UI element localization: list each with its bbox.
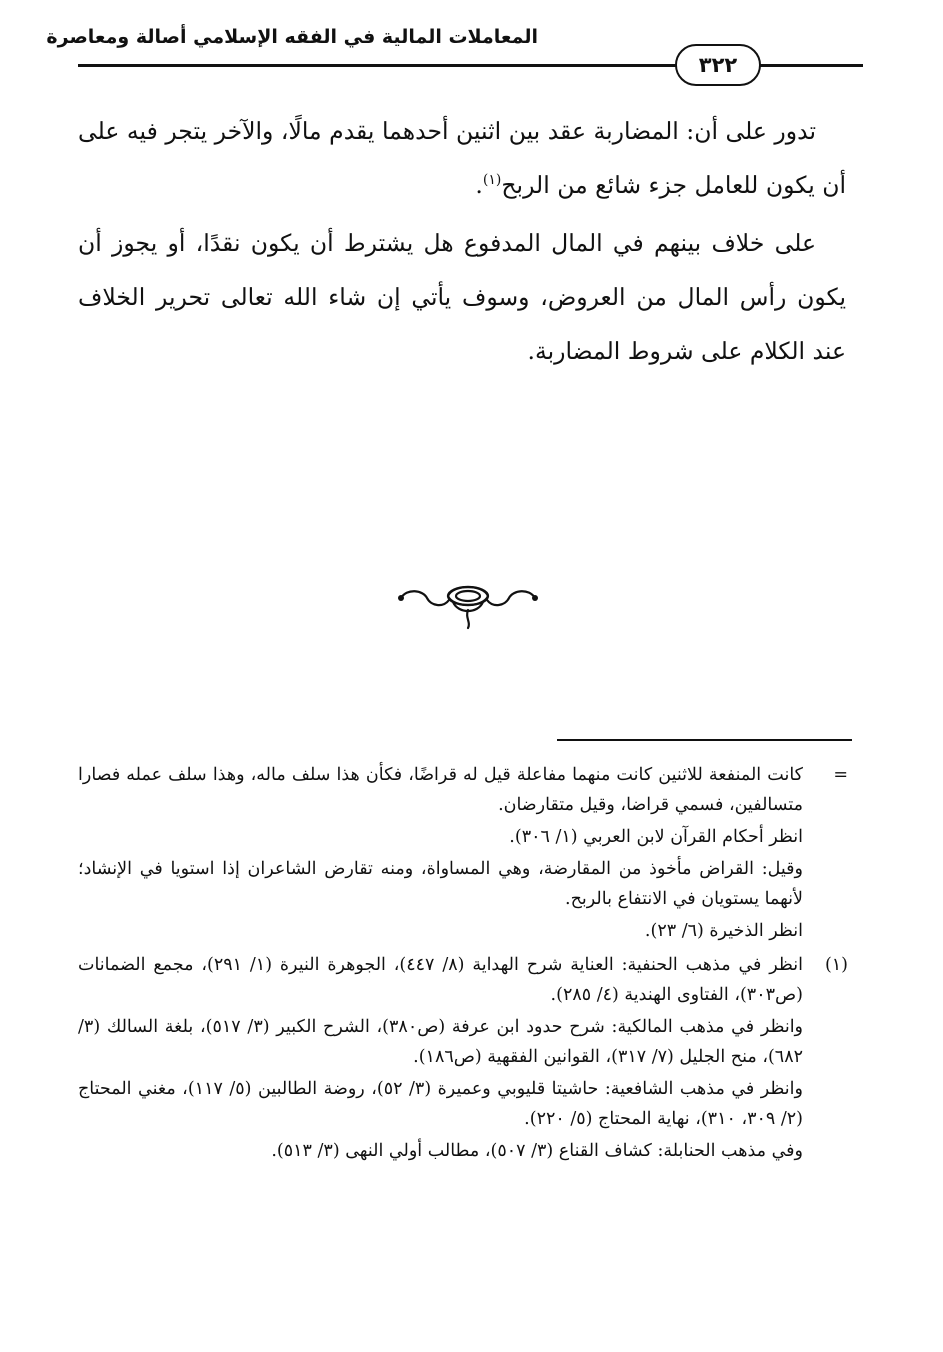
footnote-paragraph: انظر الذخيرة (٦/ ٢٣). xyxy=(644,921,803,941)
footnote-separator xyxy=(557,739,852,741)
footnote-paragraph: كانت المنفعة للاثنين كانت منهما مفاعلة قيل له قراضًا، فكأن هذا سلف ماله، وهذا سلف عمله فصارا متسالفين، فسمي قراضا، وقيل متقارضان. xyxy=(78,765,803,815)
paragraph-end: . xyxy=(475,171,483,199)
footnote-reference[interactable]: (١) xyxy=(482,172,502,189)
footnote-marker: (١) xyxy=(824,955,848,975)
footnote-paragraph: وانظر في مذهب المالكية: شرح حدود ابن عرفة (ص٣٨٠)، الشرح الكبير (٣/ ٥١٧)، بلغة السالك (٣/ ٦٨٢)، منح الجليل (٧/ ٣١٧)، القوانين الفقهية (ص١٨٦). xyxy=(78,1017,804,1067)
footnote-paragraph: انظر في مذهب الحنفية: العناية شرح الهداية (٨/ ٤٤٧)، الجوهرة النيرة (١/ ٢٩١)، مجمع الضمانات (ص٣٠٣)، الفتاوى الهندية (٤/ ٢٨٥). xyxy=(78,955,804,1005)
footnote-paragraph: وانظر في مذهب الشافعية: حاشيتا قليوبي وعميرة (٣/ ٥٢)، روضة الطالبين (٥/ ١١٧)، مغني المحتاج (٢/ ٣٠٩، ٣١٠)، نهاية المحتاج (٥/ ٢٢٠). xyxy=(78,1079,803,1129)
footnote-paragraph: انظر أحكام القرآن لابن العربي (١/ ٣٠٦). xyxy=(509,827,803,847)
footnote-continuation xyxy=(78,760,848,946)
fleuron-ornament-icon xyxy=(393,580,543,630)
body-paragraph-2: على خلاف بينهم في المال المدفوع هل يشترط أن يكون نقدًا، أو يجوز أن يكون رأس المال من العروض، وسوف يأتي إن شاء الله تعالى تحرير الخلاف عند الكلام على شروط المضاربة. xyxy=(78,229,846,365)
running-title: المعاملات المالية في الفقه الإسلامي أصالة ومعاصرة xyxy=(46,26,538,48)
footnote-marker: = xyxy=(833,765,848,785)
main-text xyxy=(78,104,846,382)
page-number: ٣٢٢ xyxy=(675,44,761,86)
body-paragraph-1 xyxy=(78,104,846,212)
footnote-paragraph: وقيل: القراض مأخوذ من المقارضة، وهي المساواة، ومنه تقارض الشاعران إذا استويا في الإنشاد؛ لأنهما يستويان في الانتفاع بالربح. xyxy=(78,859,803,909)
footnote-paragraph: وفي مذهب الحنابلة: كشاف القناع (٣/ ٥٠٧)، مطالب أولي النهى (٣/ ٥١٣). xyxy=(271,1141,803,1161)
footnote-1 xyxy=(78,950,848,1166)
footnotes xyxy=(78,760,848,1170)
paragraph-text: تدور على أن: المضاربة عقد بين اثنين أحدهما يقدم مالًا، والآخر يتجر فيه على أن يكون للعامل جزء شائع من الربح xyxy=(78,117,846,199)
